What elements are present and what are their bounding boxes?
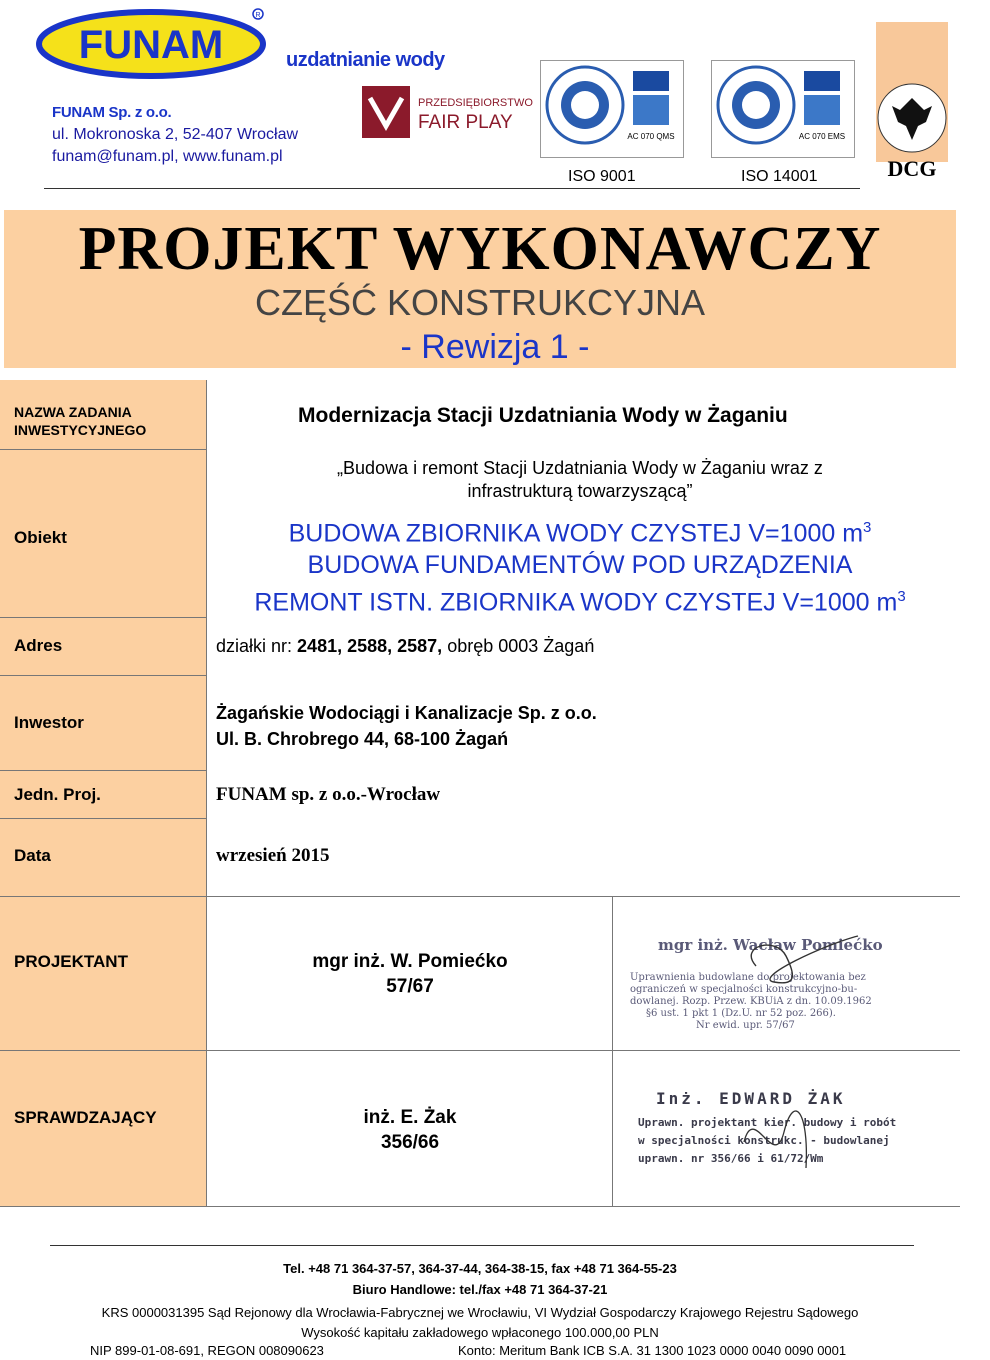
row-divider [0, 617, 207, 618]
iso-9001-label: ISO 9001 [568, 168, 636, 185]
footer-bank: Konto: Meritum Bank ICB S.A. 31 1300 1023 0000 0040 0090 0001 [458, 1343, 847, 1358]
checker-label: SPRAWDZAJĄCY [14, 1108, 157, 1127]
row-divider [0, 675, 207, 676]
object-item-3: REMONT ISTN. ZBIORNIKA WODY CZYSTEJ V=1000 $m^3$ [254, 588, 906, 617]
designer-stamp-l3: dowlanej. Rozp. Przew. KBUiA z dn. 10.09.1962 [630, 996, 872, 1007]
fairplay-line2: FAIR PLAY [418, 112, 513, 133]
object-description [210, 457, 950, 503]
designer-stamp-l1: Uprawnienia budowlane do projektowania bez [630, 972, 866, 983]
document-title: PROJEKT WYKONAWCZY [78, 215, 882, 283]
row-divider [0, 896, 960, 897]
footer-divider [50, 1245, 914, 1246]
designer-stamp [626, 926, 883, 1034]
revision-label: - Rewizja 1 - [400, 328, 590, 366]
designer-stamp-l4: §6 ust. 1 pkt 1 (Dz.U. nr 52 poz. 266). [646, 1008, 836, 1019]
task-value: Modernizacja Stacji Uzdatniania Wody w Żaganiu [298, 404, 788, 427]
tagline: uzdatnianie wody [286, 49, 445, 71]
designer-stamp-title: mgr inż. Wacław Pomiećko [658, 936, 883, 954]
footer-krs: KRS 0000031395 Sąd Rejonowy dla Wrocławia-Fabrycznej we Wrocławiu, VI Wydział Gospodarczy Krajowego Rejestru Sądowego [101, 1305, 859, 1320]
checker-name: inż. E. Żak [363, 1107, 457, 1128]
dcg-text: DCG [887, 156, 937, 181]
investor-line2: Ul. B. Chrobrego 44, 68-100 Żagań [216, 729, 509, 749]
checker-stamp [634, 1082, 897, 1178]
date-label: Data [14, 846, 51, 865]
checker-stamp-title: Inż. EDWARD ŻAK [656, 1089, 846, 1108]
footer-capital: Wysokość kapitału zakładowego wpłaconego 100.000,00 PLN [301, 1325, 659, 1340]
funam-logo [36, 8, 266, 78]
address-prefix: działki nr: [216, 636, 293, 656]
designer-name: mgr inż. W. Pomiećko [312, 951, 508, 972]
footer-nip: NIP 899-01-08-691, REGON 008090623 [90, 1343, 324, 1358]
address-suffix: obręb 0003 Żagań [447, 636, 595, 656]
address-value [216, 636, 594, 657]
checker-stamp-l1: Uprawn. projektant kier. budowy i robót [638, 1116, 897, 1129]
svg-text:R: R [255, 12, 261, 19]
column-divider [206, 380, 207, 1206]
investor-line1: Żagańskie Wodociągi i Kanalizacje Sp. z o.o. [216, 703, 597, 723]
task-label [14, 403, 146, 439]
checker-stamp-l3: uprawn. nr 356/66 i 61/72/Wm [638, 1152, 824, 1165]
investor-label: Inwestor [14, 713, 84, 732]
investor-value [216, 700, 597, 752]
row-divider [0, 449, 207, 450]
object-label: Obiekt [14, 528, 67, 547]
task-label-line1: NAZWA ZADANIA [14, 404, 132, 420]
checker-name-block [300, 1105, 520, 1155]
row-divider [0, 818, 207, 819]
company-name: FUNAM Sp. z o.o. [52, 104, 172, 121]
object-line1: „Budowa i remont Stacji Uzdatniania Wody w Żaganiu wraz z [337, 458, 823, 478]
date-value: wrzesień 2015 [216, 845, 330, 866]
design-unit-label: Jedn. Proj. [14, 785, 101, 804]
dcg-certificate-logo [872, 22, 952, 182]
object-item-2: BUDOWA FUNDAMENTÓW POD URZĄDZENIA [307, 551, 853, 580]
certificate-ems [711, 60, 855, 158]
iso-14001-label: ISO 14001 [741, 168, 818, 185]
object-items [210, 512, 950, 619]
fairplay-line1: PRZEDSIĘBIORSTWO [418, 97, 533, 109]
footer-phone: Tel. +48 71 364-37-57, 364-37-44, 364-38-15, fax +48 71 364-55-23 [283, 1261, 677, 1276]
company-address: ul. Mokronoska 2, 52-407 Wrocław [52, 126, 299, 143]
design-unit-value: FUNAM sp. z o.o.-Wrocław [216, 784, 441, 805]
object-item-1: BUDOWA ZBIORNIKA WODY CZYSTEJ V=1000 $m^3$ [288, 519, 872, 548]
designer-label: PROJEKTANT [14, 952, 128, 971]
row-divider [0, 1206, 960, 1207]
signature-divider [612, 896, 613, 1206]
address-label: Adres [14, 636, 63, 655]
designer-license: 57/67 [386, 976, 434, 997]
object-line2: infrastrukturą towarzyszącą” [467, 481, 693, 501]
cert1-text: AC 070 QMS [627, 132, 675, 141]
fairplay-logo [362, 86, 533, 138]
address-plots: 2481, 2588, 2587, [297, 636, 443, 656]
logo-text: FUNAM [78, 23, 224, 67]
designer-stamp-l2: ograniczeń w specjalności konstrukcyjno-bu- [630, 984, 858, 995]
cert2-text: AC 070 EMS [798, 132, 846, 141]
checker-license: 356/66 [380, 1132, 440, 1153]
footer-office: Biuro Handlowe: tel./fax +48 71 364-37-21 [352, 1282, 608, 1297]
header-divider [44, 188, 860, 189]
task-label-line2: INWESTYCYJNEGO [14, 422, 147, 438]
row-divider [0, 770, 207, 771]
document-subtitle: CZĘŚĆ KONSTRUKCYJNA [254, 282, 706, 323]
designer-stamp-l5: Nr ewid. upr. 57/67 [696, 1020, 795, 1031]
certificate-qms [540, 60, 684, 158]
company-contact: funam@funam.pl, www.funam.pl [52, 148, 283, 165]
row-divider [0, 1050, 960, 1051]
checker-stamp-l2: w specjalności konstrukc. - budowlanej [638, 1134, 890, 1147]
designer-name-block [300, 949, 520, 999]
